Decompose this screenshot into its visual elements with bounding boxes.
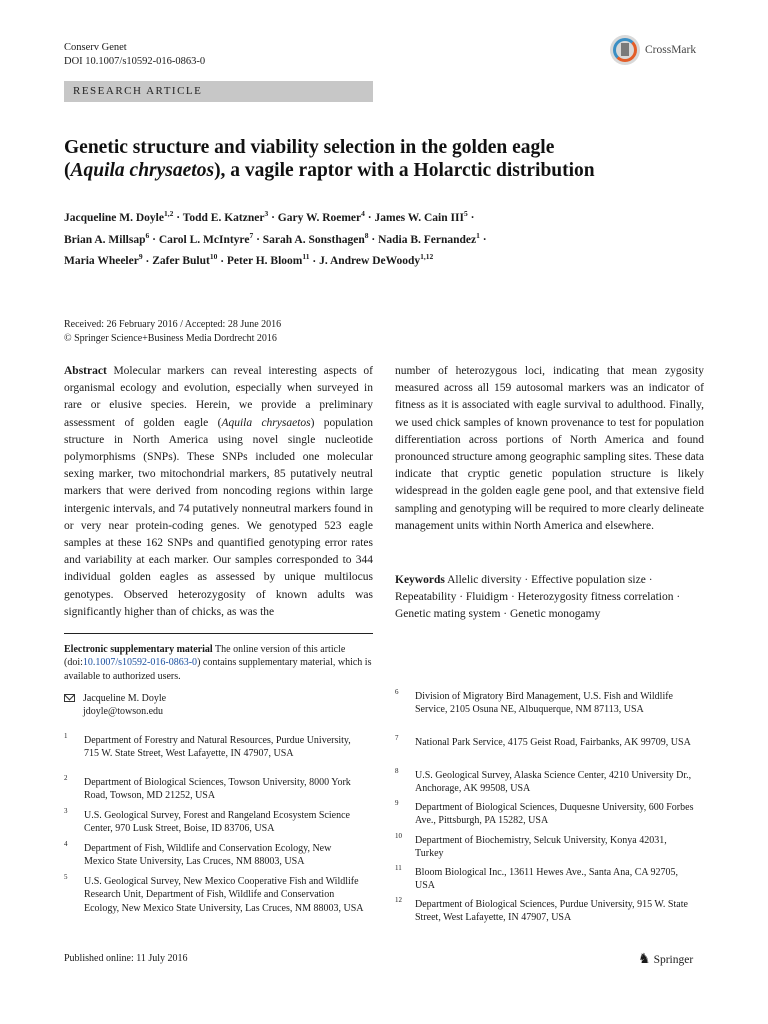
title-line1: Genetic structure and viability selection in the golden eagle bbox=[64, 137, 555, 158]
author[interactable]: Carol L. McIntyre$^7$ bbox=[158, 230, 254, 246]
author[interactable]: Jacqueline M. Doyle$^{1,2}$ bbox=[64, 209, 174, 224]
copyright: © Springer Science+Business Media Dordrecht 2016 bbox=[64, 332, 277, 344]
affiliation-12: 12 Department of Biological Sciences, Purdue University, 915 W. State Street, West Lafayette, IN 47907, USA bbox=[395, 896, 688, 924]
affiliation-4: 4 Department of Fish, Wildlife and Conservation Ecology, New Mexico State University, Las Cruces, NM 88003, USA bbox=[64, 840, 332, 868]
keywords bbox=[395, 572, 704, 624]
author[interactable]: Peter H. Bloom$^{11}$ bbox=[226, 252, 310, 268]
author[interactable]: Sarah A. Sonsthagen$^8$ bbox=[262, 230, 369, 246]
esm-text: The online version of this article (doi: bbox=[64, 644, 346, 669]
affiliation-5: 5 U.S. Geological Survey, New Mexico Cooperative Fish and Wildlife Research Unit, Department of Fish, Wildlife and Conservation Ecology, New Mexico State University, Las Cruces, NM 88003, USA bbox=[64, 873, 364, 914]
esm-text-end: ) contains supplementary material, which is available to authorized users. bbox=[64, 657, 372, 682]
affiliation-10: 10 Department of Biochemistry, Selcuk University, Konya 42031, Turkey bbox=[395, 832, 667, 860]
esm-heading: Electronic supplementary material bbox=[64, 644, 213, 655]
abstract bbox=[64, 363, 373, 621]
crossmark-label: CrossMark bbox=[645, 44, 697, 56]
received-accepted: Received: 26 February 2016 / Accepted: 28 June 2016 bbox=[64, 319, 282, 330]
author-list: Jacqueline M. Doyle$^{1,2}$ · Todd E. Katzner$^3$ · Gary W. Roemer$^4$ · James W. Cain $III^5$ · Brian A. Millsap$^6$ · Carol L. McIntyre$^7$ · Sarah A. Sonsthagen$^8$ · Nadia B. Fernandez$^1$ · Maria Wheeler$^9$ · Zafer Bulut$^{10}$ · Peter H. Bloom$^{11}$ · J. Andrew DeWoody$^{1,12}$ bbox=[64, 209, 487, 268]
supplementary-note bbox=[64, 643, 373, 683]
corresponding-email[interactable]: jdoyle@towson.edu bbox=[83, 706, 164, 718]
envelope-icon bbox=[64, 694, 75, 702]
abstract-text: Molecular markers can reveal interesting aspects of organismal ecology and evolution, especially when surveyed in rare or elusive species. Herein, we provide a preliminary assessment of golden eagle ( bbox=[64, 365, 373, 429]
affiliation-9: 9 Department of Biological Sciences, Duquesne University, 600 Forbes Ave., Pittsburgh, PA 15282, USA bbox=[395, 799, 694, 827]
crossmark-icon bbox=[610, 35, 640, 65]
corresponding-author bbox=[64, 692, 373, 719]
title-species: Aquila chrysaetos bbox=[70, 160, 215, 181]
affiliation-7: 7 National Park Service, 4175 Geist Road, Fairbanks, AK 99709, USA bbox=[395, 734, 691, 748]
journal-header bbox=[64, 41, 364, 69]
doi: DOI 10.1007/s10592-016-0863-0 bbox=[64, 56, 206, 67]
affiliation-2: 2 Department of Biological Sciences, Towson University, 8000 York Road, Towson, MD 21252, USA bbox=[64, 774, 351, 802]
author[interactable]: Todd E. Katzner$^3$ bbox=[182, 209, 269, 224]
author[interactable]: Maria Wheeler$^9$ bbox=[64, 252, 143, 268]
author[interactable]: Gary W. Roemer$^4$ bbox=[277, 209, 365, 224]
abstract-continued: number of heterozygous loci, indicating that mean zygosity measured across all 159 autosomal markers was an indicator of fitness as it is associated with eagle survival to adulthood. Finally, we used chick samples of known provenance to test for population differentiation across portions of North America and found pronounced structure among geographic sampling sites. These data indicate that cryptic genetic population structure is likely widespread in the golden eagle gene pool, and that extensive field sampling and genotyping will be required to more clearly delineate management units within North America and elsewhere. bbox=[395, 365, 704, 532]
title-paren: ( bbox=[64, 160, 71, 181]
affiliation-1: 1 Department of Forestry and Natural Resources, Purdue University, 715 W. State Street, West Lafayette, IN 47907, USA bbox=[64, 732, 351, 760]
esm-doi-link[interactable]: 10.1007/s10592-016-0863-0 bbox=[82, 657, 198, 669]
abstract-text-cont: ) population structure in North America using novel single nucleotide polymorphisms (SNPs). These SNPs included one molecular sexing marker, two mitochondrial markers, 85 putatively neutral markers that were derived from noncoding regions within large intergenic intervals, and 74 putatively nonneutral markers found in or very near protein-coding genes. We genotyped 523 eagle samples at these 162 SNPs and quantified genotyping error rates and variability at each marker. Our samples corresponded to 344 individual golden eagles as assessed by unique multilocus genotypes. Observed heterozygosity of known adults was significantly higher than of chicks, as was the bbox=[64, 416, 373, 618]
author[interactable]: Brian A. Millsap$^6$ bbox=[64, 230, 150, 246]
divider bbox=[64, 633, 373, 634]
author[interactable]: Zafer Bulut$^{10}$ bbox=[152, 252, 218, 268]
corresponding-name: Jacqueline M. Doyle bbox=[83, 693, 167, 704]
article-type-banner: RESEARCH ARTICLE bbox=[64, 81, 373, 102]
keywords-text: Allelic diversity · Effective population size · Repeatability · Fluidigm · Heterozygosity fitness correlation · Genetic mating system · Genetic monogamy bbox=[395, 574, 681, 621]
springer-horse-icon: ♞ bbox=[638, 952, 651, 967]
author[interactable]: Nadia B. Fernandez$^1$ bbox=[378, 230, 480, 246]
abstract-heading: Abstract bbox=[64, 365, 107, 377]
publisher-logo[interactable] bbox=[638, 951, 693, 968]
affiliation-3: 3 U.S. Geological Survey, Forest and Rangeland Ecosystem Science Center, 970 Lusk Street, Boise, ID 83706, USA bbox=[64, 807, 350, 835]
journal-name: Conserv Genet bbox=[64, 42, 127, 53]
article-dates bbox=[64, 318, 364, 345]
affiliation-6: 6 Division of Migratory Bird Management, U.S. Fish and Wildlife Service, 2105 Osuna NE, Albuquerque, NM 87113, USA bbox=[395, 688, 673, 716]
affiliation-11: 11 Bloom Biological Inc., 13611 Hewes Ave., Santa Ana, CA 92705, USA bbox=[395, 864, 679, 892]
affiliation-8: 8 U.S. Geological Survey, Alaska Science Center, 4210 University Dr., Anchorage, AK 99508, USA bbox=[395, 767, 692, 795]
abstract-species: Aquila chrysaetos bbox=[221, 416, 311, 429]
author[interactable]: James W. Cain III$^5$ bbox=[374, 209, 468, 224]
article-title bbox=[64, 136, 684, 182]
keywords-heading: Keywords bbox=[395, 574, 445, 586]
publisher-name: Springer bbox=[653, 953, 694, 966]
title-rest: ), a vagile raptor with a Holarctic distribution bbox=[214, 160, 595, 181]
crossmark-button[interactable] bbox=[610, 32, 710, 68]
published-date: Published online: 11 July 2016 bbox=[64, 953, 188, 964]
author[interactable]: J. Andrew DeWoody$^{1,12}$ bbox=[319, 252, 434, 268]
